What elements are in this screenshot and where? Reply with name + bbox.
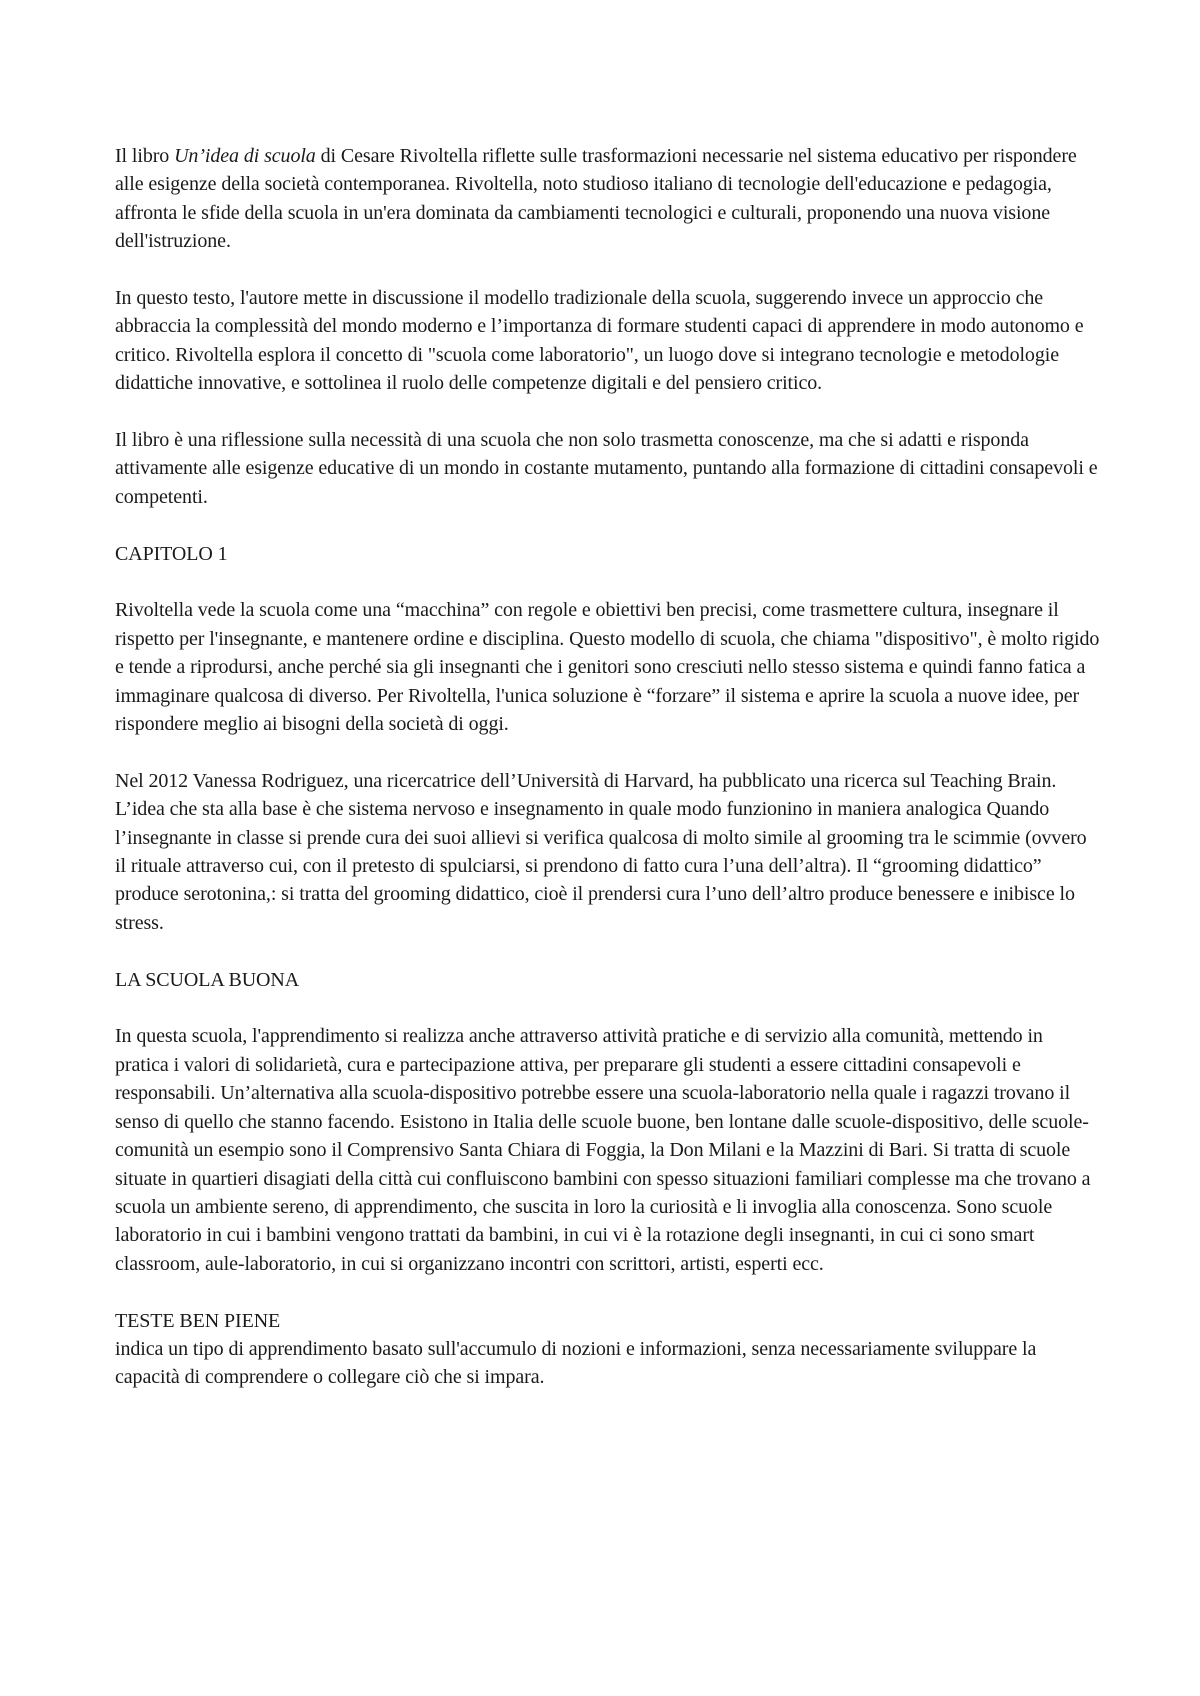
paragraph-autore: In questo testo, l'autore mette in discussione il modello tradizionale della scuola, suggerendo invece un approccio che abbraccia la complessità del mondo moderno e l’importanza di formare studenti capaci di apprendere in modo autonomo e critico. Rivoltella esplora il concetto di "scuola come laboratorio", un luogo dove si integrano tecnologie e metodologie didattiche innovative, e sottolinea il ruolo delle competenze digitali e del pensiero critico. xyxy=(115,287,1084,395)
heading-scuola-buona: LA SCUOLA BUONA xyxy=(115,968,300,991)
heading-capitolo-1: CAPITOLO 1 xyxy=(115,542,228,565)
intro-text-start: Il libro xyxy=(115,145,175,167)
paragraph-riflessione: Il libro è una riflessione sulla necessità di una scuola che non solo trasmetta conoscenze, ma che si adatti e risponda attivamente alle esigenze educative di un mondo in costante mutamento, puntando alla formazione di cittadini consapevoli e competenti. xyxy=(115,429,1098,508)
heading-teste-ben-piene: TESTE BEN PIENE xyxy=(115,1309,281,1332)
book-title: Un’idea di scuola xyxy=(174,145,316,167)
paragraph-macchina: Rivoltella vede la scuola come una “macchina” con regole e obiettivi ben precisi, come trasmettere cultura, insegnare il rispetto per l'insegnante, e mantenere ordine e disciplina. Questo modello di scuola, che chiama "dispositivo", è molto rigido e tende a riprodursi, anche perché sia gli insegnanti che i genitori sono cresciuti nello stesso sistema e quindi fanno fatica a immaginare qualcosa di diverso. Per Rivoltella, l'unica soluzione è “forzare” il sistema e aprire la scuola a nuove idee, per rispondere meglio ai bisogni della società di oggi. xyxy=(115,599,1100,736)
paragraph-teaching-brain: Nel 2012 Vanessa Rodriguez, una ricercatrice dell’Università di Harvard, ha pubblicato una ricerca sul Teaching Brain. L’idea che sta alla base è che sistema nervoso e insegnamento in quale modo funzionino in maniera analogica Quando l’insegnante in classe si prende cura dei suoi allievi si verifica qualcosa di molto simile al grooming tra le scimmie (ovvero il rituale attraverso cui, con il pretesto di spulciarsi, si prendono di fatto cura l’una dell’altra). Il “grooming didattico” produce serotonina,: si tratta del grooming didattico, cioè il prendersi cura l’uno dell’altro produce benessere e inibisce lo stress. xyxy=(115,769,1087,934)
paragraph-scuola-laboratorio: In questa scuola, l'apprendimento si realizza anche attraverso attività pratiche e di servizio alla comunità, mettendo in pratica i valori di solidarietà, cura e partecipazione attiva, per preparare gli studenti a essere cittadini consapevoli e responsabili. Un’alternativa alla scuola-dispositivo potrebbe essere una scuola-laboratorio nella quale i ragazzi trovano il senso di quello che stanno facendo. Esistono in Italia delle scuole buone, ben lontane dalle scuole-dispositivo, delle scuole-comunità un esempio sono il Comprensivo Santa Chiara di Foggia, la Don Milani e la Mazzini di Bari. Si tratta di scuole situate in quartieri disagiati della città cui confluiscono bambini con spesso situazioni familiari complesse ma che trovano a scuola un ambiente sereno, di apprendimento, che suscita in loro la curiosità e li invoglia alla conoscenza. Sono scuole laboratorio in cui i bambini vengono trattati da bambini, in cui vi è la rotazione degli insegnanti, in cui ci sono smart classroom, aule-laboratorio, in cui si organizzano incontri con scrittori, artisti, esperti ecc. xyxy=(115,1025,1091,1275)
intro-paragraph xyxy=(115,142,1100,256)
intro-text-end: di Cesare Rivoltella riflette sulle trasformazioni necessarie nel sistema educativo per rispondere alle esigenze della società contemporanea. Rivoltella, noto studioso italiano di tecnologie dell'educazione e pedagogia, affronta le sfide della scuola in un'era dominata da cambiamenti tecnologici e culturali, proponendo una nuova visione dell'istruzione. xyxy=(115,145,1077,253)
paragraph-teste-ben-piene: indica un tipo di apprendimento basato sull'accumulo di nozioni e informazioni, senza necessariamente sviluppare la capacità di comprendere o collegare ciò che si impara. xyxy=(115,1337,1037,1389)
document-body xyxy=(115,142,1100,1420)
